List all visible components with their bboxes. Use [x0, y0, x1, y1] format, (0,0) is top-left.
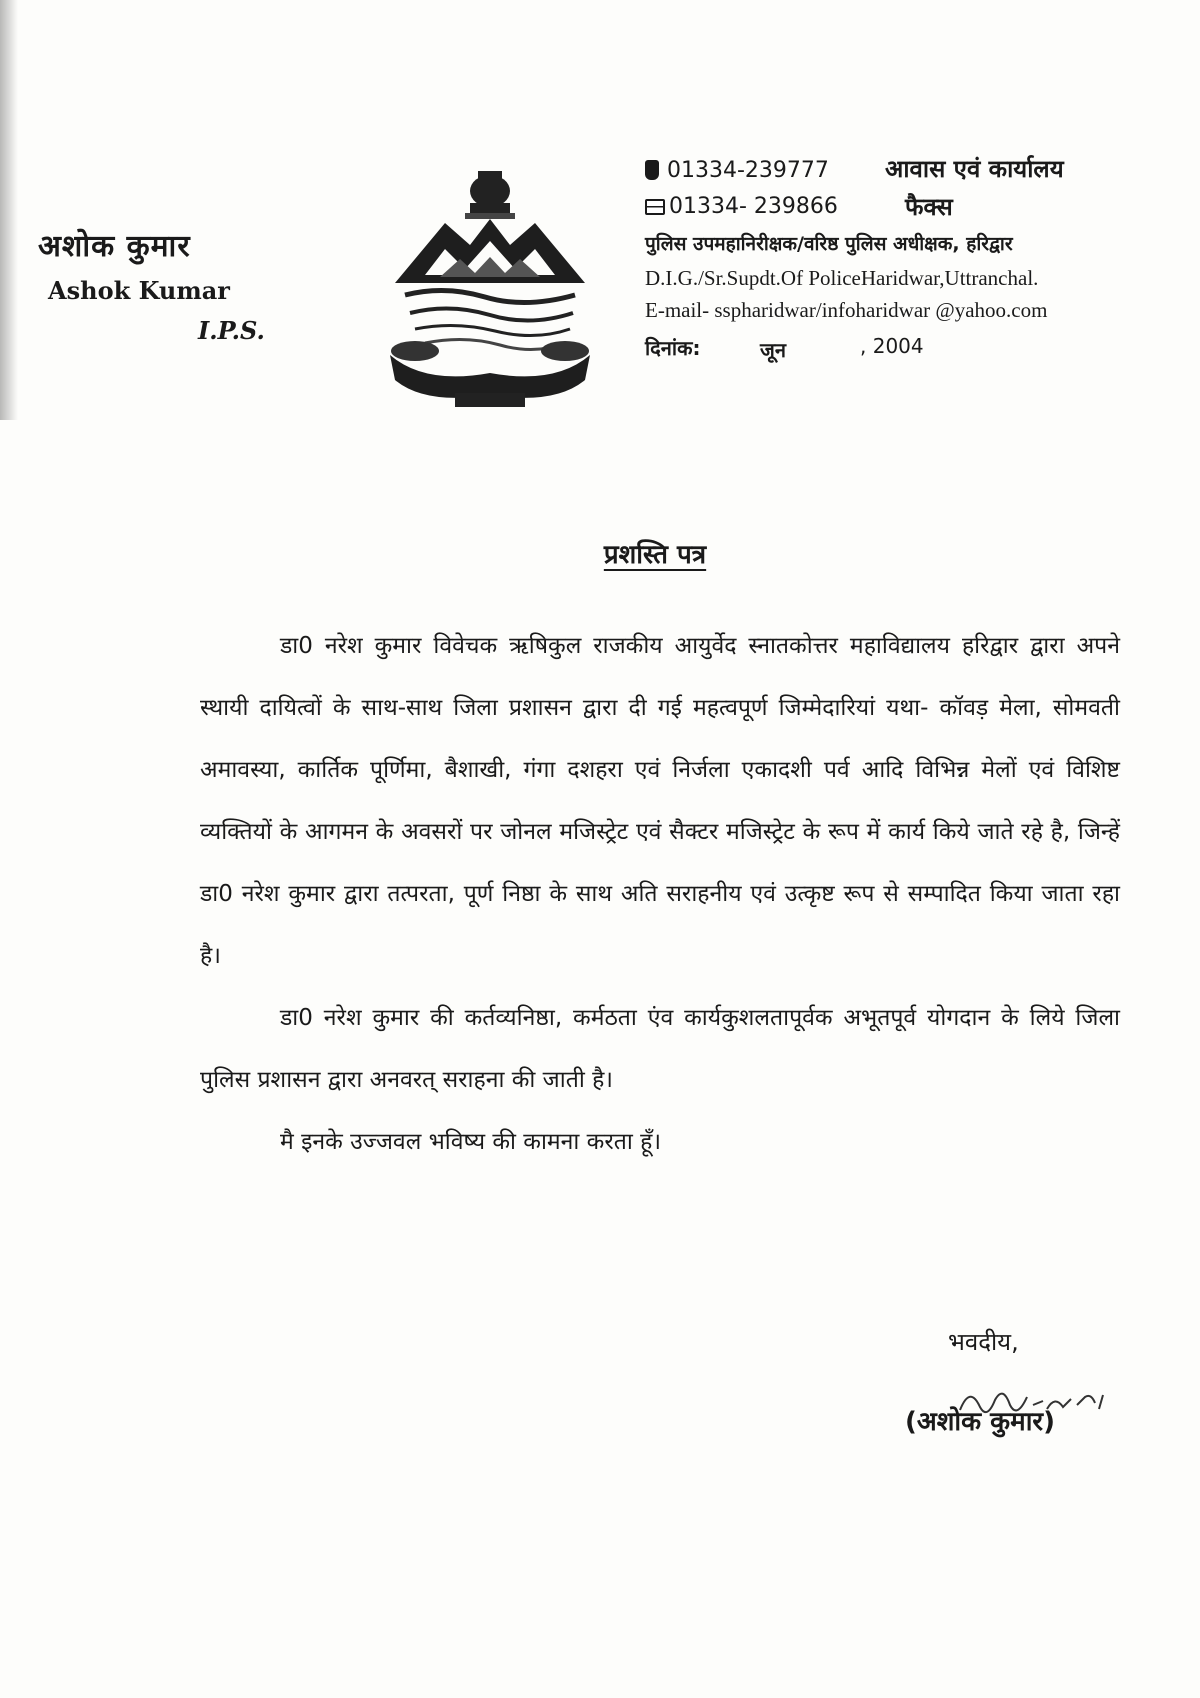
telephone-icon: [645, 160, 659, 180]
letter-title: प्रशस्ति पत्र: [603, 540, 707, 570]
letter-body: [200, 615, 1120, 1173]
fax-row: [645, 194, 838, 219]
state-emblem-icon: [385, 165, 595, 425]
sender-name-hindi: अशोक कुमार: [38, 229, 191, 264]
closing-salutation: भवदीय,: [948, 1328, 1019, 1356]
date-month: जून: [760, 338, 786, 362]
fax-icon: [645, 199, 665, 215]
body-paragraph: मै इनके उज्जवल भविष्य की कामना करता हूँ।: [280, 1129, 662, 1155]
fax-label: फैक्स: [905, 193, 953, 221]
signatory-name: (अशोक कुमार): [905, 1407, 1055, 1437]
body-paragraph: डा0 नरेश कुमार की कर्तव्यनिष्ठा, कर्मठता एंव कार्यकुशलतापूर्वक अभूतपूर्व योगदान के लिये जिला पुलिस प्रशासन द्वारा अनवरत् सराहना की जाती है।: [200, 1005, 1120, 1093]
sender-rank: I.P.S.: [198, 316, 265, 345]
phone-number: 01334-239777: [667, 158, 829, 183]
date-label: दिनांक:: [645, 336, 701, 360]
designation-english: D.I.G./Sr.Supdt.Of PoliceHaridwar,Uttranchal.: [645, 266, 1039, 290]
body-paragraph: डा0 नरेश कुमार विवेचक ऋषिकुल राजकीय आयुर्वेद स्नातकोत्तर महाविद्यालय हरिद्वार द्वारा अपने स्थायी दायित्वों के साथ-साथ जिला प्रशासन द्वारा दी गई महत्वपूर्ण जिम्मेदारियां यथा- कॉवड़ मेला, सोमवती अमावस्या, कार्तिक पूर्णिमा, बैशाखी, गंगा दशहरा एवं निर्जला एकादशी पर्व आदि विभिन्न मेलों एवं विशिष्ट व्यक्तियों के आगमन के अवसरों पर जोनल मजिस्ट्रेट एवं सैक्टर मजिस्ट्रेट के रूप में कार्य किये जाते रहे है, जिन्हें डा0 नरेश कुमार द्वारा तत्परता, पूर्ण निष्ठा के साथ अति सराहनीय एवं उत्कृष्ट रूप से सम्पादित किया जाता रहा है।: [200, 633, 1120, 969]
phone-label: आवास एवं कार्यालय: [885, 155, 1064, 183]
date-year: , 2004: [860, 334, 924, 358]
sender-block: [38, 224, 265, 345]
sender-name-english: Ashok Kumar: [48, 276, 230, 305]
phone-row: [645, 158, 829, 183]
scan-edge-shadow: [0, 0, 18, 420]
letter-title-wrapper: [0, 535, 1200, 571]
email-address: E-mail- sspharidwar/infoharidwar @yahoo.com: [645, 298, 1048, 322]
fax-number: 01334- 239866: [669, 194, 838, 219]
designation-hindi: पुलिस उपमहानिरीक्षक/वरिष्ठ पुलिस अधीक्षक, हरिद्वार: [645, 233, 1013, 255]
